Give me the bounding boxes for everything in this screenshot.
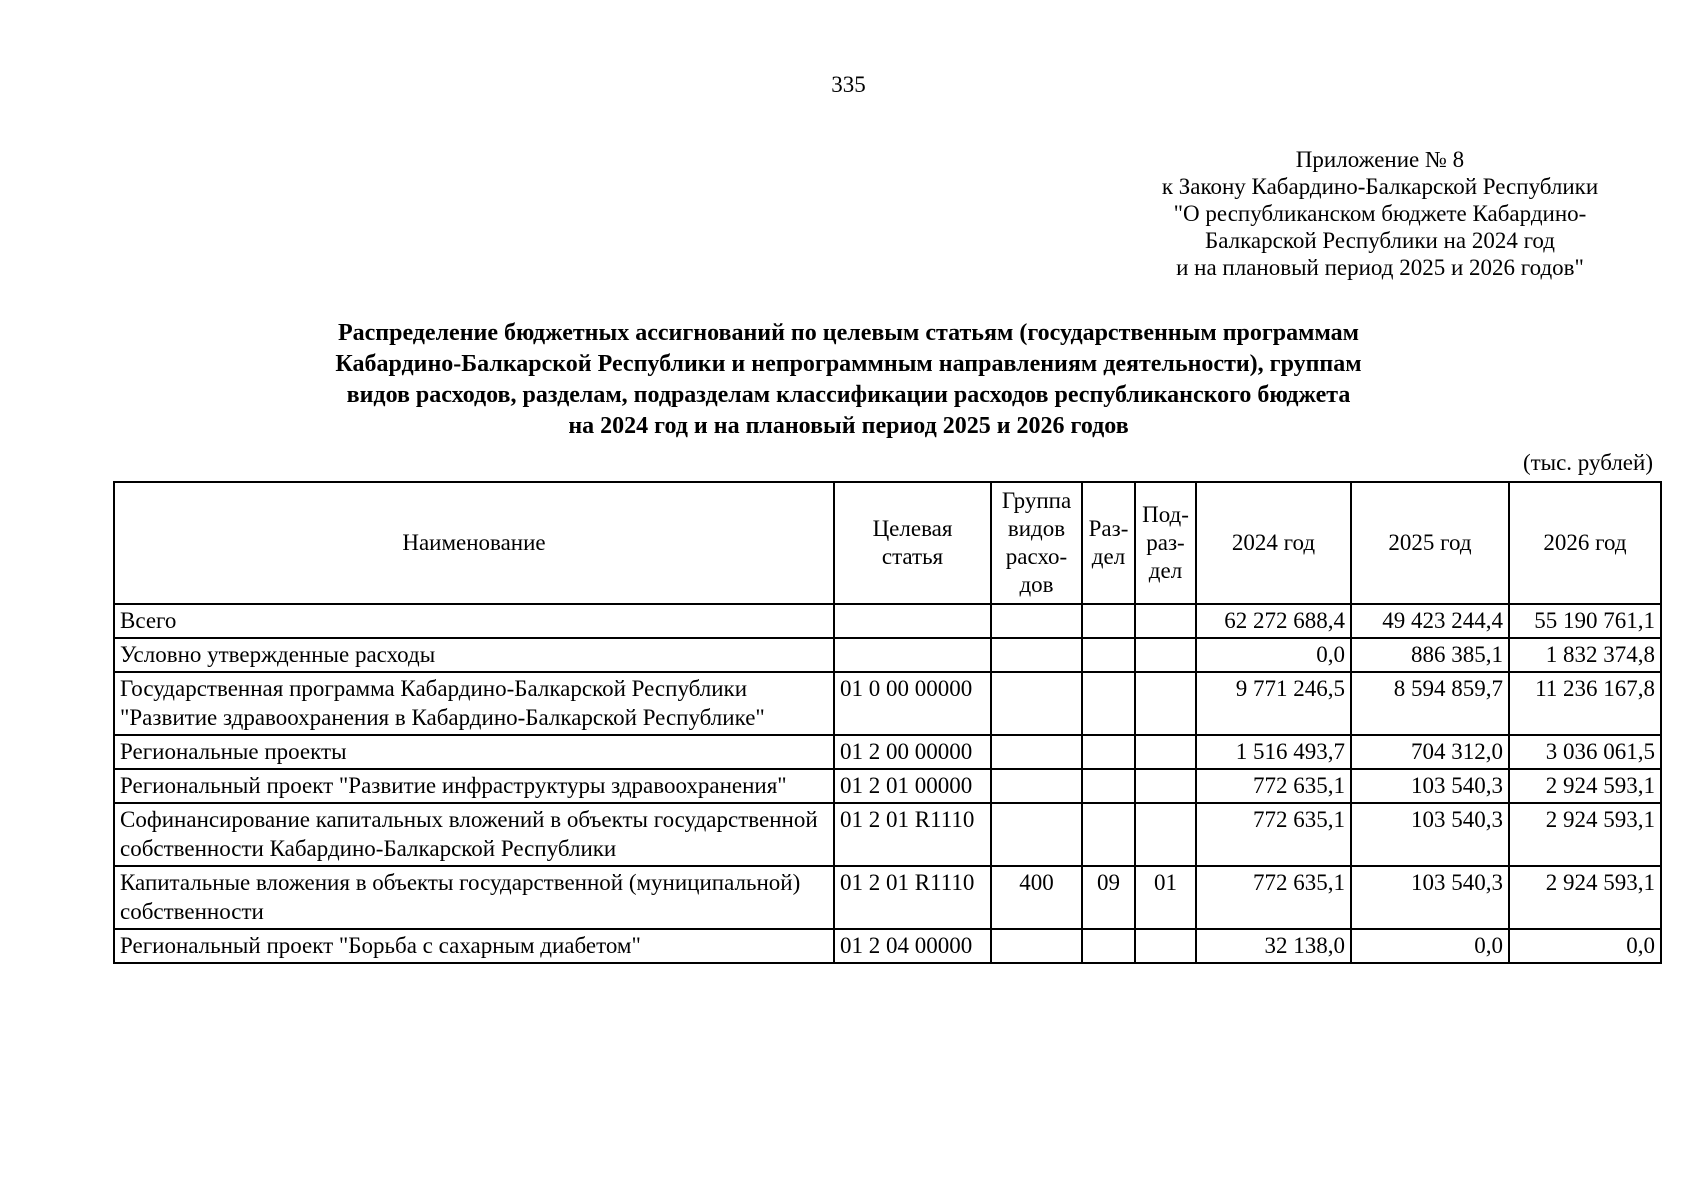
appendix-line: к Закону Кабардино-Балкарской Республики [1161,174,1599,199]
cell-target: 01 0 00 00000 [834,672,991,735]
cell-2025: 103 540,3 [1351,769,1509,803]
cell-2026: 2 924 593,1 [1509,803,1661,866]
cell-target: 01 2 01 00000 [834,769,991,803]
cell-target [834,638,991,672]
header-2024: 2024 год [1196,482,1351,604]
title-line: Кабардино-Балкарской Республики и непрограммным направлениям деятельности), группам [335,351,1362,377]
cell-name: Всего [114,604,834,638]
cell-group [991,638,1082,672]
appendix-line: "О республиканском бюджете Кабардино- [1173,201,1587,226]
cell-2024: 32 138,0 [1196,929,1351,963]
table-row [114,735,1661,769]
table-header-row [114,482,1661,604]
cell-subsection [1135,604,1196,638]
units-label: (тыс. рублей) [1522,450,1653,475]
cell-2026: 3 036 061,5 [1509,735,1661,769]
cell-section: 09 [1082,866,1135,929]
cell-2024: 772 635,1 [1196,803,1351,866]
appendix-line: и на плановый период 2025 и 2026 годов" [1176,255,1584,280]
budget-table [113,481,1662,964]
table-row [114,929,1661,963]
table-row [114,604,1661,638]
cell-section [1082,769,1135,803]
table-row [114,803,1661,866]
cell-target: 01 2 04 00000 [834,929,991,963]
header-2026: 2026 год [1509,482,1661,604]
cell-section [1082,604,1135,638]
cell-name: Условно утвержденные расходы [114,638,834,672]
cell-name: Региональный проект "Борьба с сахарным диабетом" [114,929,834,963]
header-section: Раз- дел [1082,482,1135,604]
table-row [114,769,1661,803]
cell-target [834,604,991,638]
cell-group [991,803,1082,866]
cell-2025: 704 312,0 [1351,735,1509,769]
cell-2024: 9 771 246,5 [1196,672,1351,735]
cell-group: 400 [991,866,1082,929]
cell-subsection [1135,769,1196,803]
cell-target: 01 2 01 R1110 [834,803,991,866]
cell-subsection [1135,638,1196,672]
cell-subsection [1135,735,1196,769]
header-2025: 2025 год [1351,482,1509,604]
cell-subsection [1135,803,1196,866]
cell-2025: 886 385,1 [1351,638,1509,672]
appendix-line: Приложение № 8 [1295,147,1465,172]
cell-section [1082,929,1135,963]
cell-2026: 11 236 167,8 [1509,672,1661,735]
cell-group [991,604,1082,638]
cell-section [1082,803,1135,866]
cell-2025: 103 540,3 [1351,803,1509,866]
cell-2024: 1 516 493,7 [1196,735,1351,769]
cell-2025: 103 540,3 [1351,866,1509,929]
table-row [114,866,1661,929]
page-number: 335 [831,72,866,97]
cell-2025: 49 423 244,4 [1351,604,1509,638]
header-group: Группа видов расхо- дов [991,482,1082,604]
appendix-line: Балкарской Республики на 2024 год [1205,228,1555,253]
cell-target: 01 2 00 00000 [834,735,991,769]
cell-2024: 0,0 [1196,638,1351,672]
cell-2025: 0,0 [1351,929,1509,963]
cell-2024: 62 272 688,4 [1196,604,1351,638]
header-subsection: Под- раз- дел [1135,482,1196,604]
cell-subsection [1135,672,1196,735]
table-row [114,638,1661,672]
cell-name: Софинансирование капитальных вложений в объекты государственной собственности Кабардино-Балкарской Республики [114,803,834,866]
cell-name: Капитальные вложения в объекты государственной (муниципальной) собственности [114,866,834,929]
title-line: на 2024 год и на плановый период 2025 и 2026 годов [568,413,1129,439]
cell-name: Региональные проекты [114,735,834,769]
document-title [200,318,1497,442]
cell-target: 01 2 01 R1110 [834,866,991,929]
cell-2026: 1 832 374,8 [1509,638,1661,672]
header-target: Целевая статья [834,482,991,604]
title-line: видов расходов, разделам, подразделам классификации расходов республиканского бюджета [346,382,1351,408]
cell-name: Государственная программа Кабардино-Балкарской Республики "Развитие здравоохранения в Кабардино-Балкарской Республике" [114,672,834,735]
cell-2026: 55 190 761,1 [1509,604,1661,638]
cell-group [991,672,1082,735]
cell-group [991,735,1082,769]
cell-2025: 8 594 859,7 [1351,672,1509,735]
appendix-block [1100,146,1660,281]
cell-2024: 772 635,1 [1196,769,1351,803]
cell-group [991,769,1082,803]
cell-name: Региональный проект "Развитие инфраструктуры здравоохранения" [114,769,834,803]
cell-subsection [1135,929,1196,963]
cell-2024: 772 635,1 [1196,866,1351,929]
header-name: Наименование [114,482,834,604]
title-line: Распределение бюджетных ассигнований по целевым статьям (государственным программам [337,320,1360,346]
cell-2026: 2 924 593,1 [1509,866,1661,929]
cell-section [1082,638,1135,672]
cell-group [991,929,1082,963]
cell-2026: 0,0 [1509,929,1661,963]
cell-section [1082,735,1135,769]
cell-section [1082,672,1135,735]
table-row [114,672,1661,735]
cell-2026: 2 924 593,1 [1509,769,1661,803]
cell-subsection: 01 [1135,866,1196,929]
